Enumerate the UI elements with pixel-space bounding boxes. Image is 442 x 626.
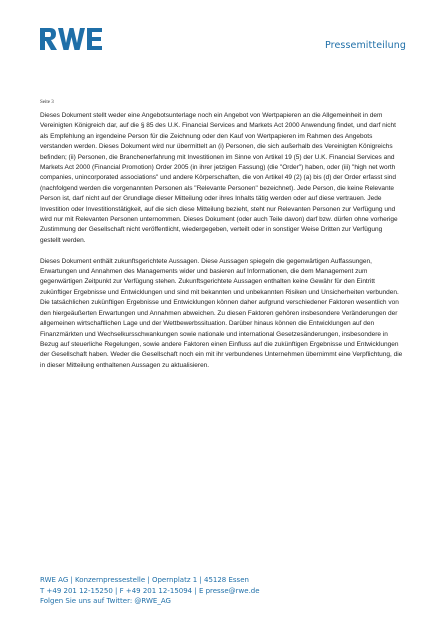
forward-looking-statements-paragraph: Dieses Dokument enthält zukunftsgerichtete Aussagen. Diese Aussagen spiegeln die gegenwärtigen Auffassungen, Erwartungen und Annahmen des Managements wider und basieren auf Informationen, die dem Management zum gegenwärtigen Zeitpunkt zur Verfügung stehen. Zukunftsgerichtete Aussagen enthalten keine Gewähr für den Eintritt zukünftiger Ergebnisse und Entwicklungen und sind mit bekannten und unbekannten Risiken und Unsicherheiten verbunden. Die tatsächlichen zukünftigen Ergebnisse und Entwicklungen können daher aufgrund verschiedener Faktoren wesentlich von den hiergeäußerten Erwartungen und Annahmen abweichen. Zu diesen Faktoren gehören insbesondere Veränderungen der allgemeinen wirtschaftlichen Lage und der Wettbewerbssituation. Darüber hinaus können die Entwicklungen auf den Finanzmärkten und Wechselkursschwankungen sowie nationale und international Gesetzesänderungen, insbesondere in Bezug auf steuerliche Regelungen, sowie andere Faktoren einen Einfluss auf die zukünftigen Ergebnisse und Entwicklungen der Gesellschaft haben. Weder die Gesellschaft noch ein mit ihr verbundenes Unternehmen übernimmt eine Verpflichtung, die in dieser Mitteilung enthaltenen Aussagen zu aktualisieren. — [40, 257, 403, 369]
document-type-label: Pressemitteilung — [325, 40, 406, 51]
page-number: Seite 3 — [40, 100, 54, 105]
document-body — [40, 111, 404, 382]
footer-contact — [40, 575, 260, 607]
footer-address: RWE AG | Konzernpressestelle | Opernplatz 1 | 45128 Essen — [40, 576, 249, 584]
disclaimer-paragraph: Dieses Dokument stellt weder eine Angebotsunterlage noch ein Angebot von Wertpapieren an die Allgemeinheit in dem Vereinigten Königreich dar, auf die § 85 des U.K. Financial Services and Markets Act 2000 Anwendung findet, und darf nicht als Empfehlung an irgendeine Person für die Zeichnung oder den Kauf von Wertpapieren im Rahmen des Angebots verstanden werden. Dieses Dokument wird nur übermittelt an (i) Personen, die sich außerhalb des Vereinigten Königreichs befinden; (ii) Personen, die Branchenerfahrung mit Investitionen im Sinne von Artikel 19 (5) der U.K. Financial Services and Markets Act 2000 (Financial Promotion) Order 2005 (in ihrer jetzigen Fassung) (die "Order") haben, oder (iii) "high net worth companies, unincorporated associations" und andere Körperschaften, die von Artikel 49 (2) (a) bis (d) der Order erfasst sind (nachfolgend werden die vorgenannten Personen als "Relevante Personen" bezeichnet). Jede Person, die keine Relevante Person ist, darf nicht auf der Grundlage dieser Mitteilung oder ihres Inhalts tätig werden oder auf diese vertrauen. Jede Investition oder Investitionstätigkeit, auf die sich diese Mitteilung bezieht, steht nur Relevanten Personen zur Verfügung und wird nur mit Relevanten Personen unternommen. Dieses Dokument (oder auch Teile davon) darf bzw. dürfen ohne vorherige Zustimmung der Gesellschaft nicht veröffentlicht, wiedergegeben, verteilt oder in sonstiger Weise Dritten zur Verfügung gestellt werden. — [40, 112, 398, 244]
rwe-logo — [39, 27, 103, 51]
footer-phone-email: T +49 201 12-15250 | F +49 201 12-15094 | E presse@rwe.de — [40, 586, 260, 595]
footer-twitter: Folgen Sie uns auf Twitter: @RWE_AG — [40, 597, 171, 605]
